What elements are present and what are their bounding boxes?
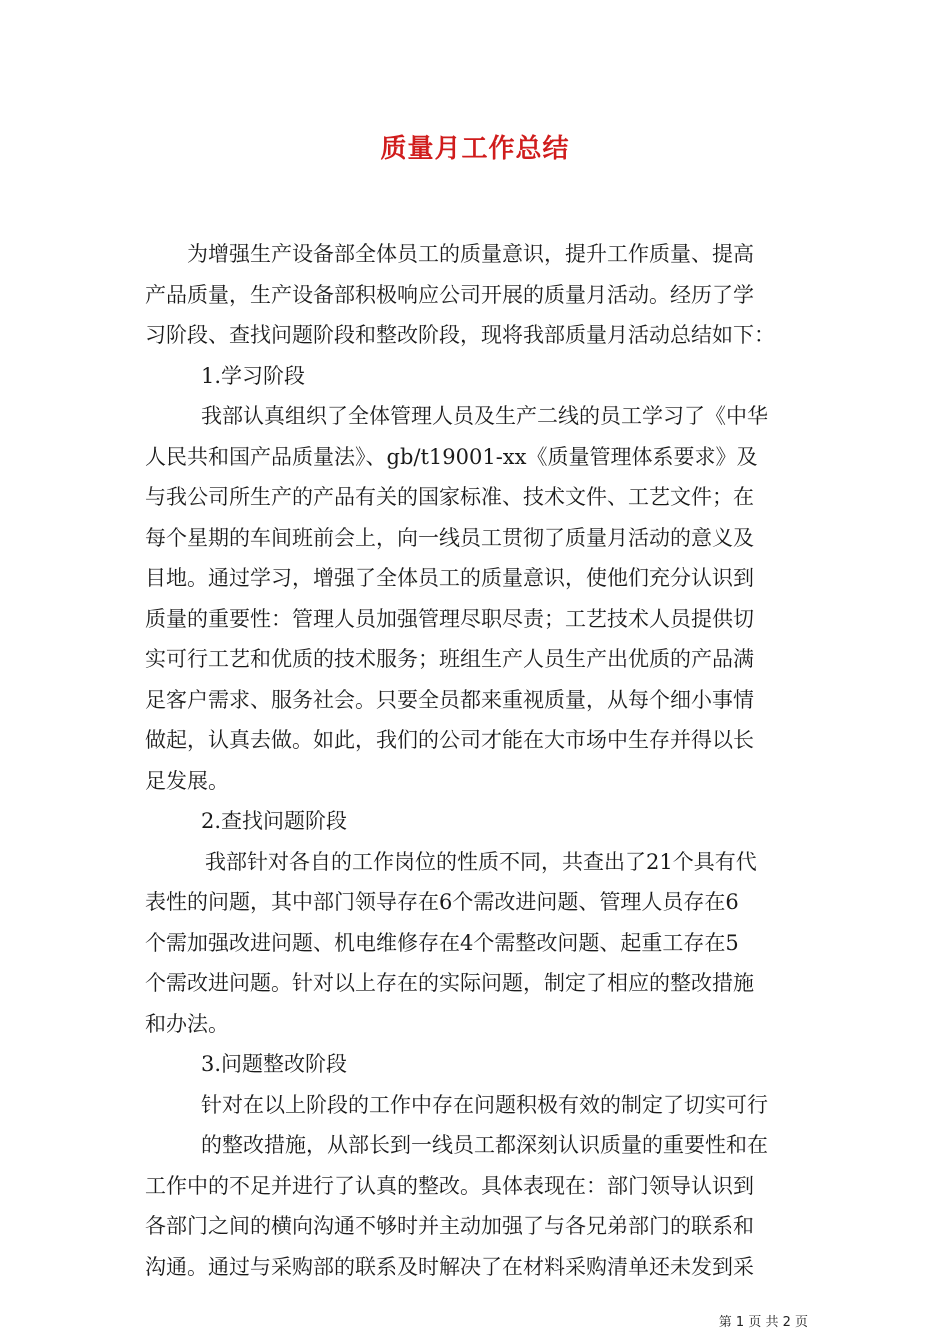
body-line: 的整改措施，从部长到一线员工都深刻认识质量的重要性和在 [201,1133,768,1157]
body-line: 表性的问题，其中部门领导存在6个需改进问题、管理人员存在6 [145,890,739,914]
body-line: 和办法。 [145,1011,229,1036]
section-heading: 2.查找问题阶段 [201,809,348,833]
body-line: 沟通。通过与采购部的联系及时解决了在材料采购清单还未发到采 [145,1254,754,1279]
body-line: 实可行工艺和优质的技术服务；班组生产人员生产出优质的产品满 [145,647,754,671]
body-line: 个需改进问题。针对以上存在的实际问题，制定了相应的整改措施 [145,971,754,995]
body-line: 做起，认真去做。如此，我们的公司才能在大市场中生存并得以长 [145,728,754,752]
page-number-footer: 第 1 页 共 2 页 [718,1315,808,1330]
body-line: 工作中的不足并进行了认真的整改。具体表现在：部门领导认识到 [145,1173,754,1198]
body-line: 目地。通过学习，增强了全体员工的质量意识，使他们充分认识到 [145,566,754,590]
document-title: 质量月工作总结 [380,134,570,164]
body-line: 足客户需求、服务社会。只要全员都来重视质量，从每个细小事情 [145,687,754,712]
body-line: 各部门之间的横向沟通不够时并主动加强了与各兄弟部门的联系和 [145,1214,754,1238]
body-line: 质量的重要性：管理人员加强管理尽职尽责；工艺技术人员提供切 [145,606,754,631]
body-line: 我部认真组织了全体管理人员及生产二线的员工学习了《中华 [201,404,768,428]
body-line: 为增强生产设备部全体员工的质量意识，提升工作质量、提高 [187,242,754,266]
section-heading: 3.问题整改阶段 [201,1052,348,1076]
body-line: 与我公司所生产的产品有关的国家标准、技术文件、工艺文件；在 [145,485,754,509]
body-line: 足发展。 [145,768,229,793]
body-line: 我部针对各自的工作岗位的性质不同，共查出了21个具有代 [205,849,757,874]
body-line: 产品质量，生产设备部积极响应公司开展的质量月活动。经历了学 [145,282,754,307]
body-line: 每个星期的车间班前会上，向一线员工贯彻了质量月活动的意义及 [145,525,754,550]
document-body [145,234,810,1287]
body-line: 针对在以上阶段的工作中存在问题积极有效的制定了切实可行 [201,1092,768,1117]
body-line: 个需加强改进问题、机电维修存在4个需整改问题、起重工存在5 [145,930,739,955]
section-heading: 1.学习阶段 [201,363,306,388]
body-line: 人民共和国产品质量法》、gb/t19001-xx《质量管理体系要求》及 [145,444,758,469]
body-line: 习阶段、查找问题阶段和整改阶段，现将我部质量月活动总结如下： [145,323,775,347]
